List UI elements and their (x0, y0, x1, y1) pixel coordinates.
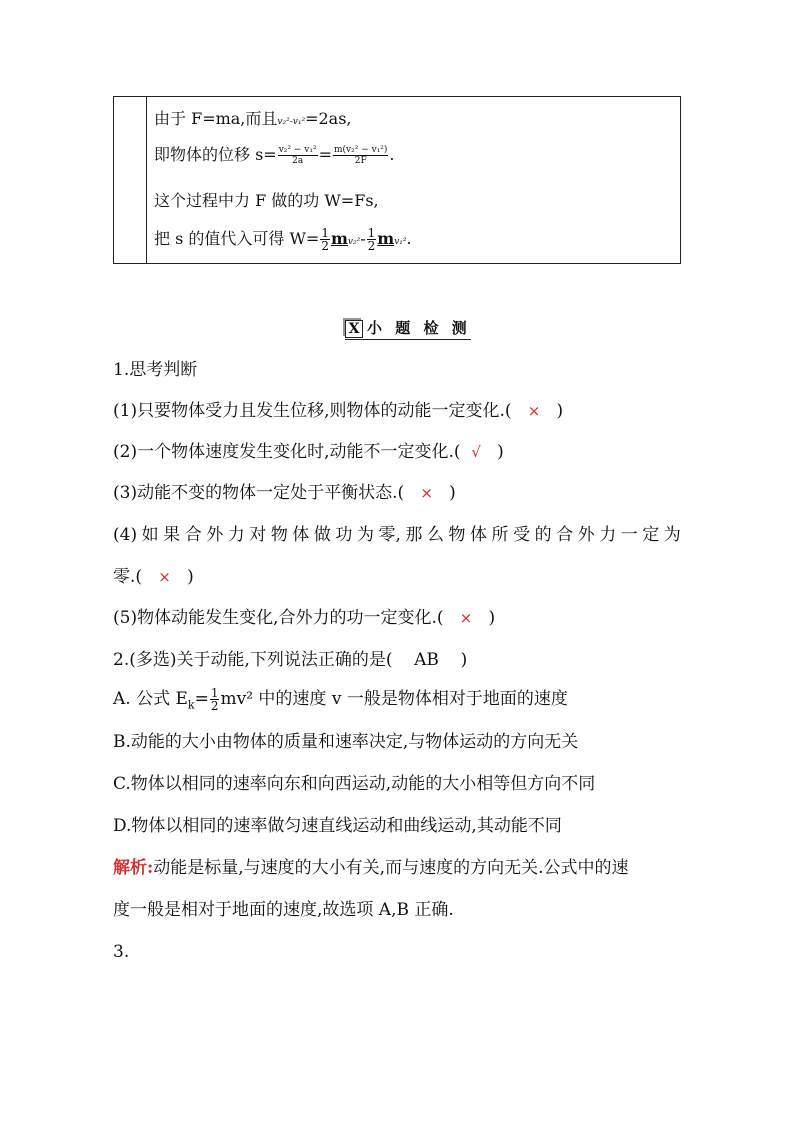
half-fraction-2: $\frac{1}{2}$ (367, 226, 376, 253)
analysis-label: 解析: (113, 858, 154, 878)
judgment-1: (1)只要物体受力且发生位移,则物体的动能一定变化.( × ) (113, 401, 564, 421)
option-c: C.物体以相同的速率向东和向西运动,动能的大小相等但方向不同 (113, 774, 596, 794)
displacement-fraction-2: $\frac{\text{m(v₂² − v₁²)}}{2F}$ (334, 145, 388, 166)
check-mark: √ (471, 443, 481, 461)
question-2-title: 2.(多选)关于动能,下列说法正确的是( AB ) (113, 650, 468, 670)
judgment-4-line-2: 零.( × ) (113, 567, 194, 587)
derivation-gutter (114, 97, 147, 263)
derivation-box (113, 96, 681, 264)
section-badge: X (345, 320, 363, 338)
option-b: B.动能的大小由物体的质量和速率决定,与物体运动的方向无关 (113, 732, 579, 752)
question-2-answer: AB (414, 650, 439, 670)
half-fraction-1: $\frac{1}{2}$ (321, 226, 329, 253)
judgment-4-line-1: (4) 如 果 合 外 力 对 物 体 做 功 为 零, 那 么 物 体 所 受 的 合 外 力 一 定 为 (113, 525, 681, 545)
derivation-line-3: 这个过程中力 F 做的功 W=Fs, (154, 191, 379, 210)
derivation-line-4: 把 s 的值代入可得 W= $\frac{1}{2}$ mv₂²- $\frac{1}{2}$ mv₁². (154, 226, 412, 253)
question-1-title: 1.思考判断 (113, 360, 198, 380)
section-title: X 小 题 检 测 (345, 317, 471, 340)
judgment-3: (3)动能不变的物体一定处于平衡状态.( × ) (113, 483, 456, 503)
displacement-fraction-1: $\frac{\text{v₂² − v₁²}}{2a}$ (278, 145, 317, 166)
question-3-title: 3. (113, 942, 130, 962)
cross-mark: × (420, 484, 433, 502)
cross-mark: × (459, 609, 473, 627)
judgment-5: (5)物体动能发生变化,合外力的功一定变化.( × ) (113, 608, 496, 628)
cross-mark: × (158, 568, 171, 586)
derivation-line-2: 即物体的位移 s= $\frac{\text{v₂² − v₁²}}{2a}$ = $\frac{\text{m(v₂² − v₁²)}}{2F}$ . (154, 145, 395, 166)
option-d: D.物体以相同的速率做匀速直线运动和曲线运动,其动能不同 (113, 816, 562, 836)
judgment-2: (2)一个物体速度发生变化时,动能不一定变化.( √ ) (113, 442, 504, 462)
analysis-line-2: 度一般是相对于地面的速度,故选项 A,B 正确. (113, 900, 454, 920)
kinetic-energy-half-fraction: $\frac{1}{2}$ (210, 686, 219, 713)
analysis-line-1: 解析:动能是标量,与速度的大小有关,而与速度的方向无关.公式中的速 (113, 858, 629, 878)
derivation-line-1: 由于 F=ma,而且v₂²-v₁²=2as, (154, 109, 352, 128)
option-a: A. 公式 $E_k=$ $\frac{1}{2}$ mv² 中的速度 v 一般是物体相对于地面的速度 (113, 686, 568, 713)
cross-mark: × (527, 402, 541, 420)
